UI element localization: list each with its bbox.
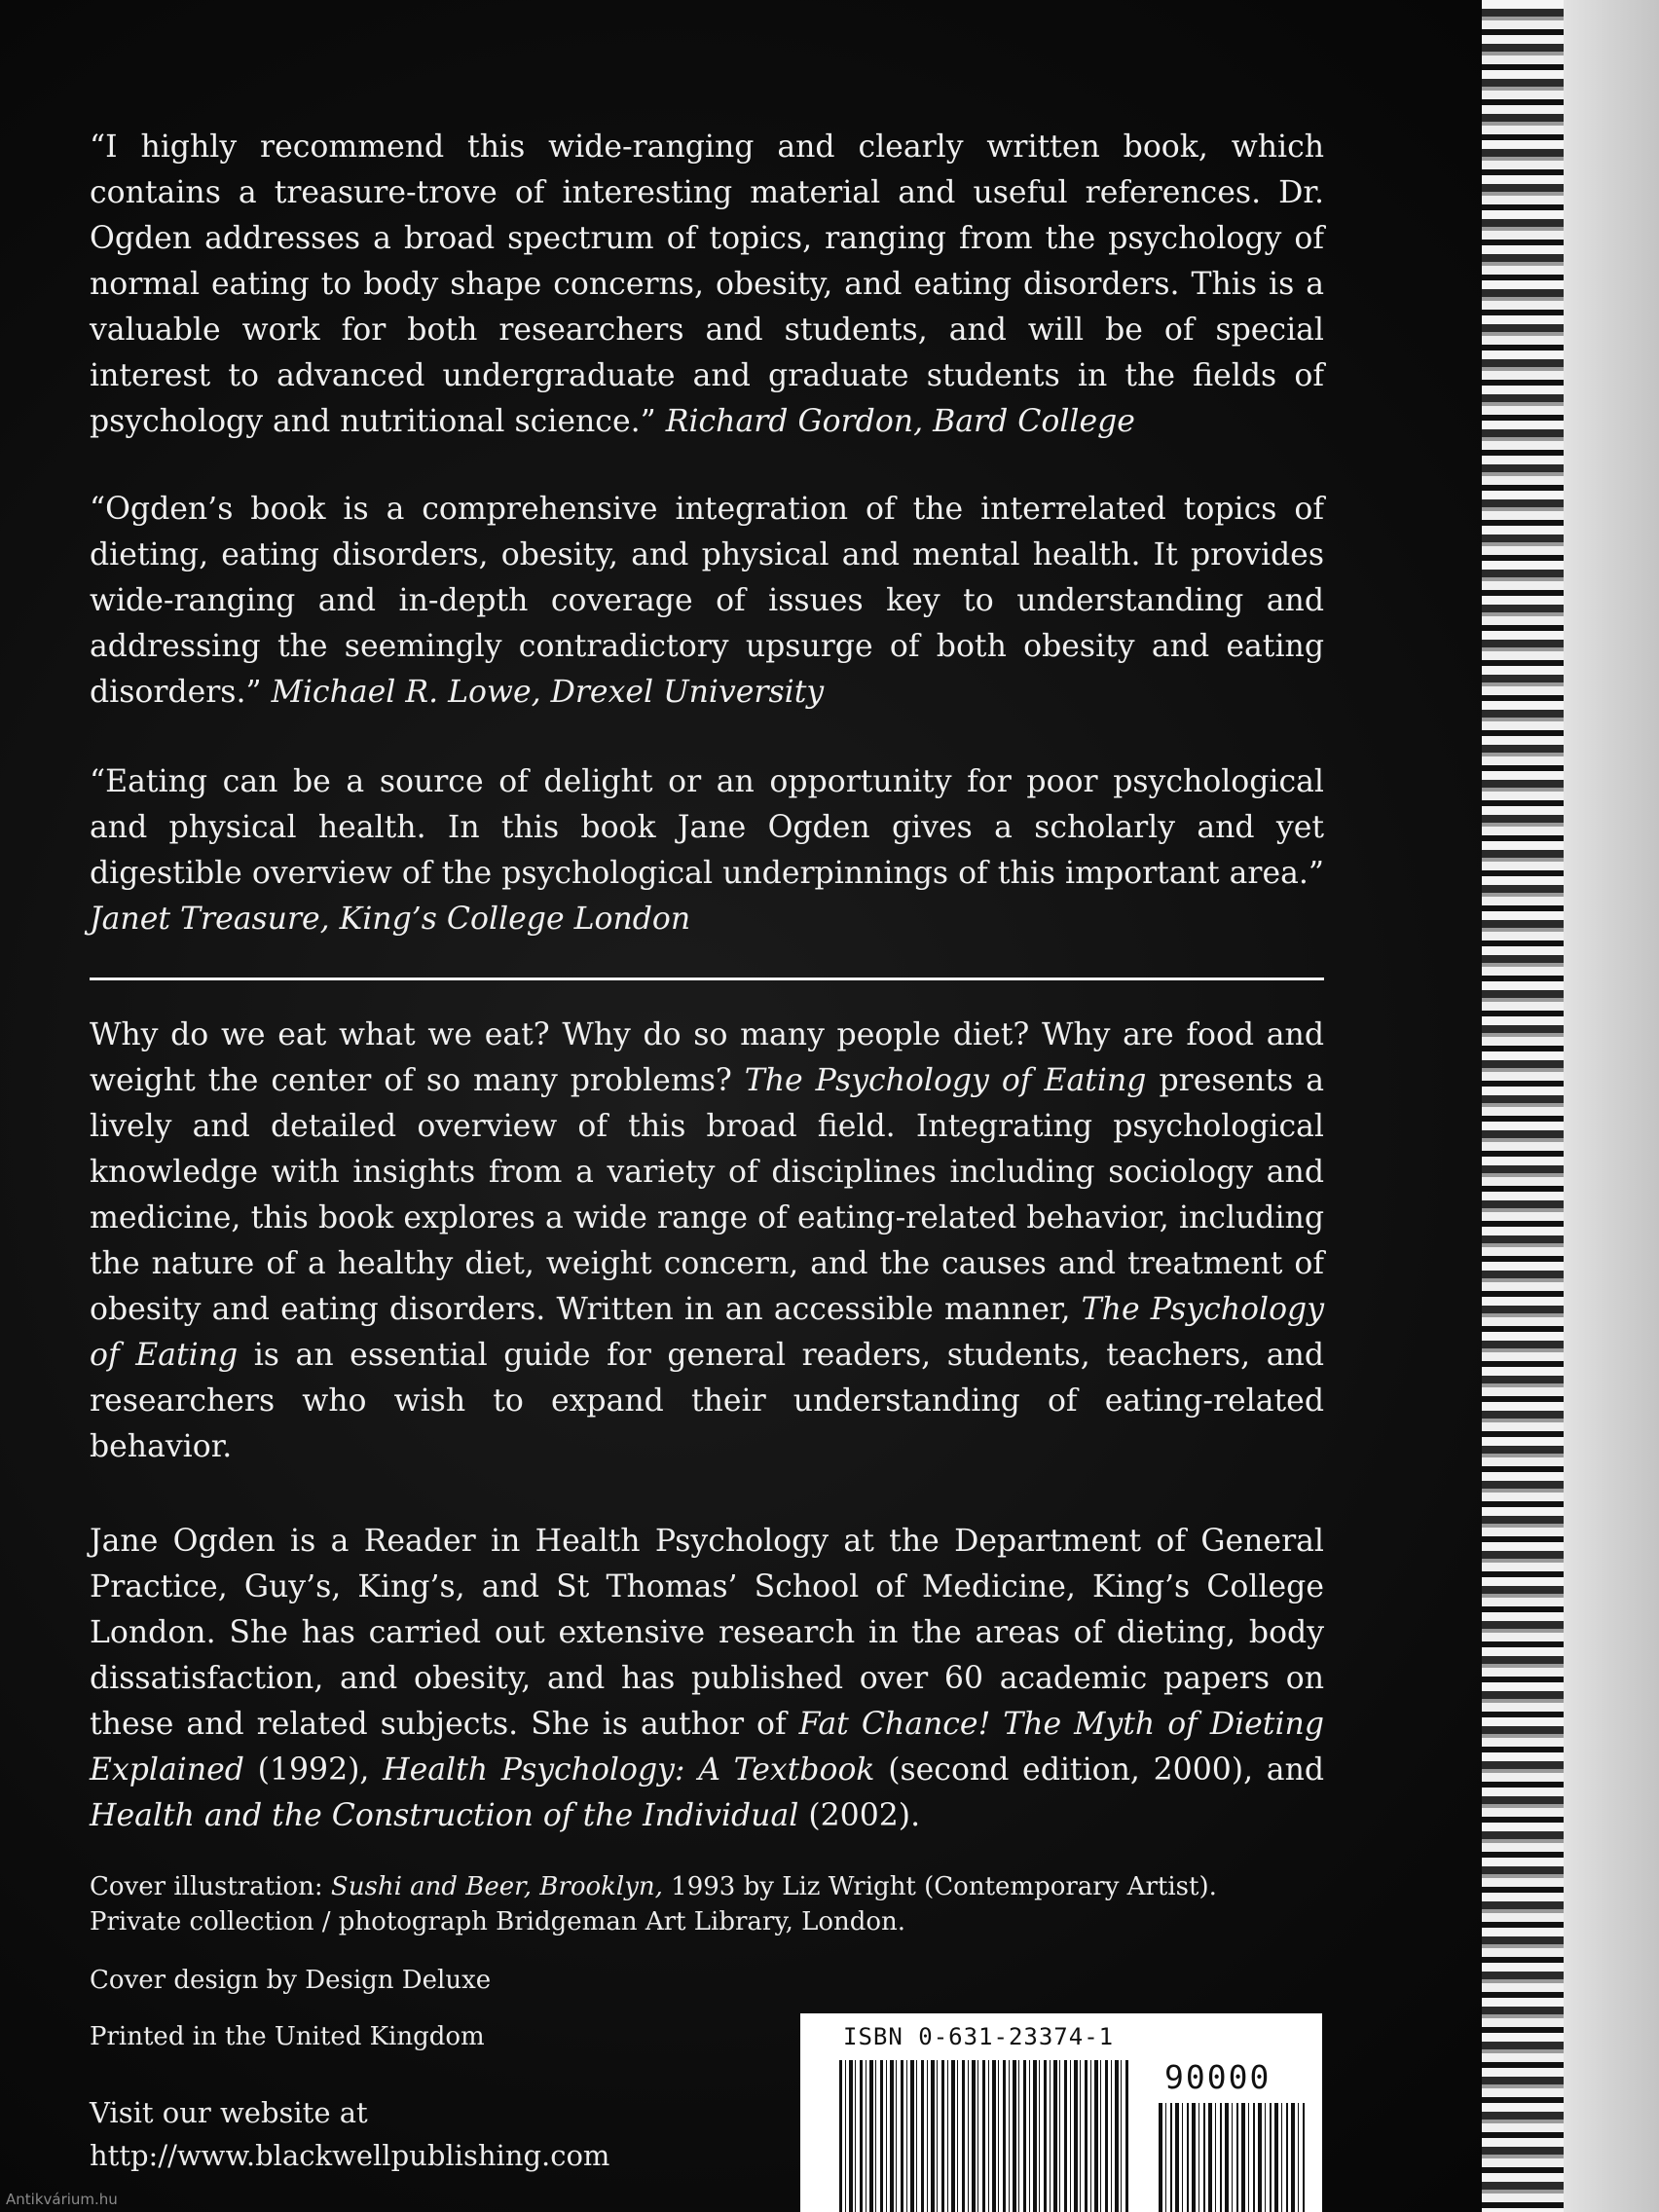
- credit-text: 1993 by Liz Wright (Contemporary Artist).: [671, 1872, 1217, 1901]
- book-title: The Psychology of Eating: [90, 1292, 1324, 1373]
- review-attribution: Richard Gordon, Bard College: [665, 404, 1135, 439]
- bio-book-title: Health Psychology: A Textbook: [383, 1752, 875, 1788]
- bio-text: (1992),: [257, 1752, 370, 1788]
- review-lowe: [90, 487, 1324, 716]
- bio-book-title: Fat Chance! The Myth of Dieting Explained: [90, 1707, 1324, 1788]
- review-gordon: [90, 125, 1324, 445]
- website-block: [90, 2091, 609, 2177]
- book-spine-edge: [1482, 0, 1659, 2212]
- review-treasure: [90, 759, 1324, 942]
- bio-text: (second edition, 2000), and: [888, 1752, 1325, 1788]
- design-credit: Cover design by Design Deluxe: [90, 1966, 492, 1995]
- price-barcode-bars: [1159, 2103, 1305, 2212]
- review-quote: “I highly recommend this wide-ranging and clearly written book, which contains a treasure-trove of interesting material and useful references. Dr. Ogden addresses a broad spectrum of topics, ranging from the psychology of normal eating to body shape concerns, obesity, and eating disorders. This is a valuable work for both researchers and students, and will be of special interest to advanced undergraduate and graduate students in the fields of psychology and nutritional science.”: [90, 129, 1324, 439]
- website-url[interactable]: http://www.blackwellpublishing.com: [90, 2139, 610, 2172]
- author-name: Jane Ogden: [90, 1524, 276, 1559]
- description-text: is an essential guide for general readers, students, teachers, and researchers who wish to expand their understanding of eating-related behavior.: [90, 1338, 1324, 1464]
- review-quote: “Eating can be a source of delight or an opportunity for poor psychological and physical health. In this book Jane Ogden gives a scholarly and yet digestible overview of the psychological underpinnings of this important area.”: [90, 764, 1324, 891]
- spine-stripe-pattern: [1482, 0, 1564, 2212]
- isbn-number: ISBN 0-631-23374-1: [843, 2023, 1115, 2050]
- review-attribution: Janet Treasure, King’s College London: [90, 902, 691, 937]
- book-title: The Psychology of Eating: [744, 1063, 1147, 1098]
- collection-credit: Private collection / photograph Bridgeman Art Library, London.: [90, 1907, 906, 1936]
- isbn-barcode: [800, 2013, 1322, 2212]
- divider-rule: [90, 977, 1324, 980]
- artwork-title: Sushi and Beer, Brooklyn,: [330, 1872, 663, 1901]
- bio-book-title: Health and the Construction of the Individual: [90, 1798, 799, 1833]
- description-text: presents a lively and detailed overview of this broad field. Integrating psychological knowledge with insights from a variety of disciplines including sociology and medicine, this book explores a wide range of eating-related behavior, including the nature of a healthy diet, weight concern, and the causes and treatment of obesity and eating disorders. Written in an accessible manner,: [90, 1063, 1325, 1327]
- credit-text: Cover illustration:: [90, 1872, 323, 1901]
- watermark: Antikvárium.hu: [6, 2191, 118, 2208]
- bio-text: (2002).: [808, 1798, 921, 1833]
- author-bio: [90, 1519, 1324, 1839]
- price-code: 90000: [1164, 2058, 1272, 2096]
- illustration-credit: [90, 1869, 1324, 1939]
- bio-text: is a Reader in Health Psychology at the Department of General Practice, Guy’s, King’s, and St Thomas’ School of Medicine, King’s College London. She has carried out extensive research in the areas of dieting, body dissatisfaction, and obesity, and has published over 60 academic papers on these and related subjects. She is author of: [90, 1524, 1324, 1742]
- page-edge: [1564, 0, 1659, 2212]
- description-text: Why do we eat what we eat? Why do so many people diet? Why are food and weight the center of so many problems?: [90, 1017, 1324, 1098]
- book-description: [90, 1013, 1324, 1470]
- review-attribution: Michael R. Lowe, Drexel University: [271, 675, 825, 710]
- printed-in: Printed in the United Kingdom: [90, 2022, 485, 2051]
- review-quote: “Ogden’s book is a comprehensive integration of the interrelated topics of dieting, eating disorders, obesity, and physical and mental health. It provides wide-ranging and in-depth coverage of issues key to understanding and addressing the seemingly contradictory upsurge of both obesity and eating disorders.”: [90, 492, 1324, 710]
- barcode-bars: [839, 2060, 1131, 2212]
- website-label: Visit our website at: [90, 2096, 368, 2129]
